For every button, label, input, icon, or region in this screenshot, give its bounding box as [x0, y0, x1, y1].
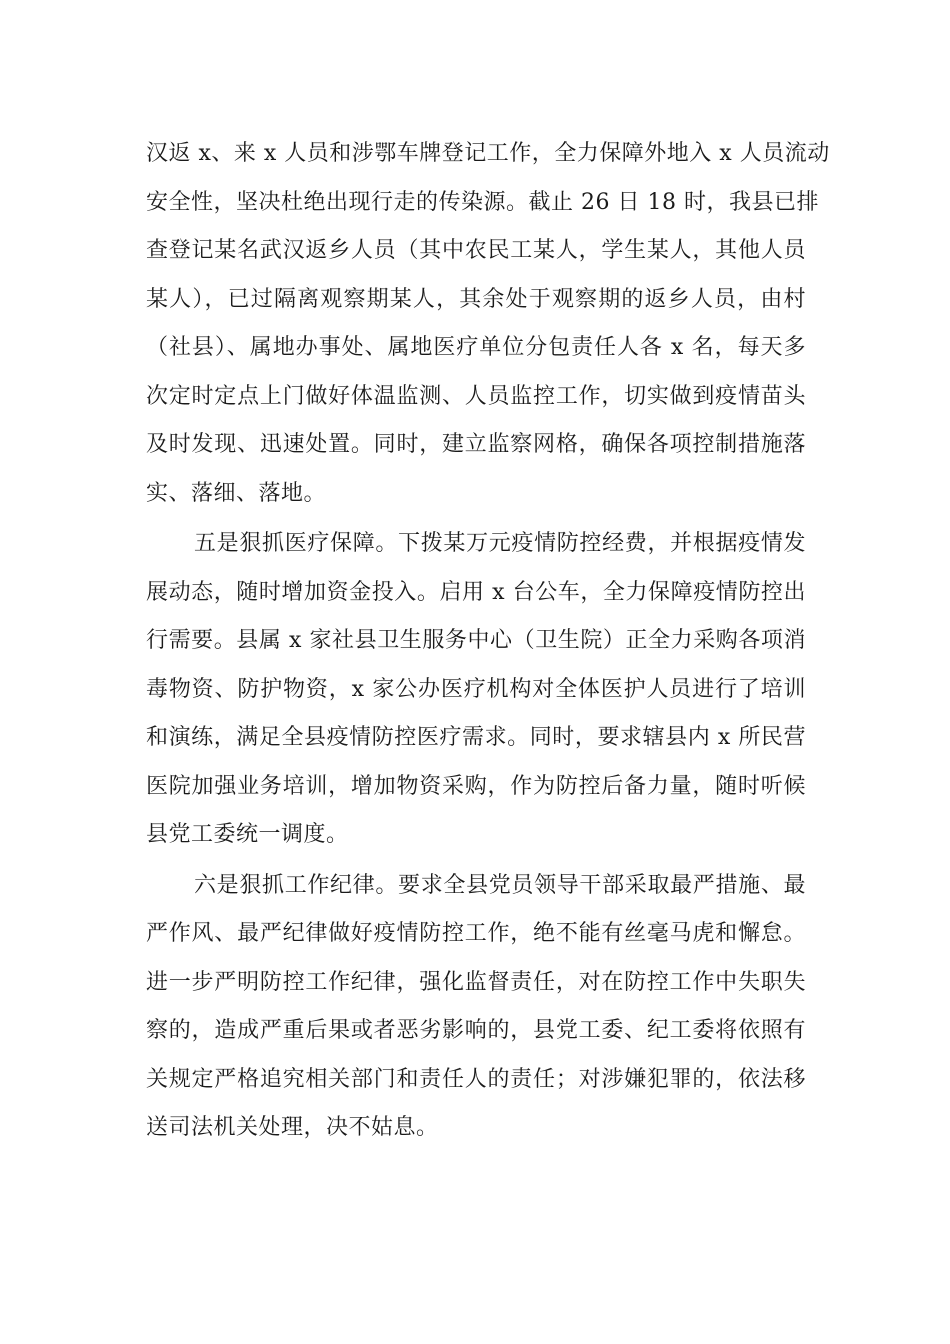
text-line: 某人），已过隔离观察期某人，其余处于观察期的返乡人员，由村: [146, 286, 806, 312]
text-line: 进一步严明防控工作纪律，强化监督责任，对在防控工作中失职失: [146, 969, 806, 995]
text-line: 次定时定点上门做好体温监测、人员监控工作，切实做到疫情苗头: [146, 383, 806, 409]
text-line: 汉返 x、来 x 人员和涉鄂车牌登记工作，全力保障外地入 x 人员流动: [146, 141, 830, 166]
paragraph-work-discipline: [146, 862, 806, 1153]
text-line: 行需要。县属 x 家社县卫生服务中心（卫生院）正全力采购各项消: [146, 628, 806, 653]
text-line: （社县）、属地办事处、属地医疗单位分包责任人各 x 名，每天多: [146, 335, 806, 360]
text-line: 展动态，随时增加资金投入。启用 x 台公车，全力保障疫情防控出: [146, 579, 806, 605]
text-line: 和演练，满足全县疫情防控医疗需求。同时，要求辖县内 x 所民营: [146, 725, 806, 750]
text-line: 及时发现、迅速处置。同时，建立监察网格，确保各项控制措施落: [146, 432, 806, 457]
paragraph-medical-support: [146, 520, 806, 860]
text-line: 送司法机关处理，决不姑息。: [146, 1115, 439, 1140]
text-line: 严作风、最严纪律做好疫情防控工作，绝不能有丝毫马虎和懈怠。: [146, 921, 806, 946]
paragraph-first-line: 六是狠抓工作纪律。要求全县党员领导干部采取最严措施、最: [194, 872, 806, 898]
paragraph-continued: [146, 130, 830, 518]
document-body: [146, 130, 830, 1153]
paragraph-first-line: 五是狠抓医疗保障。下拨某万元疫情防控经费，并根据疫情发: [194, 531, 806, 556]
text-line: 查登记某名武汉返乡人员（其中农民工某人，学生某人，其他人员: [146, 238, 806, 263]
text-line: 察的，造成严重后果或者恶劣影响的，县党工委、纪工委将依照有: [146, 1018, 806, 1043]
text-line: 毒物资、防护物资，x 家公办医疗机构对全体医护人员进行了培训: [146, 676, 806, 702]
text-line: 关规定严格追究相关部门和责任人的责任；对涉嫌犯罪的，依法移: [146, 1066, 806, 1092]
text-line: 医院加强业务培训，增加物资采购，作为防控后备力量，随时听候: [146, 773, 806, 799]
text-line: 实、落细、落地。: [146, 480, 327, 506]
text-line: 安全性，坚决杜绝出现行走的传染源。截止 26 日 18 时，我县已排: [146, 189, 819, 215]
text-line: 县党工委统一调度。: [146, 822, 349, 847]
